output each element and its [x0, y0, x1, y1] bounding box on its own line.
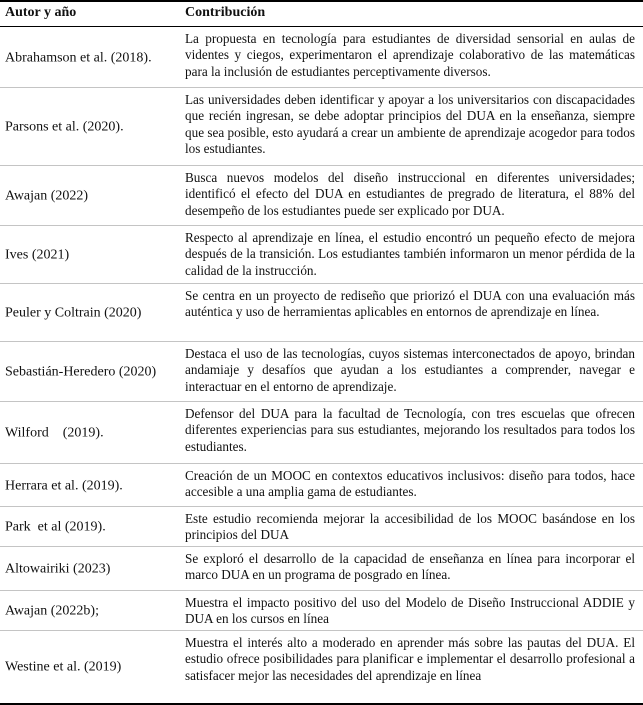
header-author: Autor y año	[5, 5, 77, 20]
author-cell: Abrahamson et al. (2018).	[5, 50, 152, 65]
author-cell: Herrara et al. (2019).	[5, 478, 123, 493]
contribution-cell: Creación de un MOOC en contextos educativos inclusivos: diseño para todos, hace accesible a una amplia gama de estudiantes.	[185, 468, 635, 500]
author-cell: Westine et al. (2019)	[5, 659, 122, 675]
author-cell: Ives (2021)	[5, 247, 70, 263]
author-cell: Awajan (2022)	[5, 188, 89, 204]
table-row	[0, 402, 643, 464]
contribution-cell: Se centra en un proyecto de rediseño que priorizó el DUA con una evaluación más auténtica y uso de herramientas aplicables en entornos de aprendizaje en línea.	[185, 288, 635, 320]
contribution-cell: Muestra el impacto positivo del uso del Modelo de Diseño Instruccional ADDIE y DUA en los cursos en línea	[185, 595, 635, 627]
contribution-cell: Se exploró el desarrollo de la capacidad de enseñanza en línea para incorporar el marco DUA en un programa de posgrado en línea.	[185, 551, 635, 583]
table-row	[0, 631, 643, 703]
table-row	[0, 27, 643, 88]
contribution-cell: Muestra el interés alto a moderado en aprender más sobre las pautas del DUA. El estudio ofrece posibilidades para planificar e implementar el desarrollo profesional a satisfacer mejor las necesidades del aprendizaje en línea	[185, 635, 635, 683]
contribution-cell: Busca nuevos modelos del diseño instruccional en diferentes universidades; identificó el efecto del DUA en estudiantes de pregrado de literatura, el 88% del desempeño de los estudiantes puede ser explicado por DUA.	[185, 170, 635, 218]
table-row	[0, 88, 643, 166]
table-row	[0, 507, 643, 547]
author-cell: Wilford (2019).	[5, 425, 104, 441]
contribution-cell: Las universidades deben identificar y apoyar a los universitarios con discapacidades que recién ingresan, se debe adoptar principios del DUA en la enseñanza, siempre que sea posible, esto ayudará a crear un ambiente de aprendizaje acogedor para todos los estudiantes.	[185, 92, 635, 157]
author-cell: Awajan (2022b);	[5, 603, 99, 619]
table-row	[0, 591, 643, 631]
author-cell: Sebastián-Heredero (2020)	[5, 364, 157, 380]
contribution-cell: La propuesta en tecnología para estudiantes de diversidad sensorial en aulas de videntes y ciegos, experimentaron el aprendizaje colaborativo de las matemáticas para la inclusión de estudiantes perceptivamente diversos.	[185, 31, 635, 79]
table-row	[0, 464, 643, 507]
contribution-cell: Defensor del DUA para la facultad de Tecnología, con tres escuelas que ofrecen diferentes experiencias para sus estudiantes, mejorando los resultados para todos los estudiantes.	[185, 406, 635, 454]
table-row	[0, 166, 643, 226]
author-cell: Parsons et al. (2020).	[5, 119, 124, 135]
table-row	[0, 547, 643, 591]
contribution-cell: Este estudio recomienda mejorar la accesibilidad de los MOOC basándose en los principios del DUA	[185, 511, 635, 543]
table-row	[0, 284, 643, 342]
author-cell: Peuler y Coltrain (2020)	[5, 305, 142, 321]
contribution-cell: Respecto al aprendizaje en línea, el estudio encontró un pequeño efecto de mejora después de la transición. Los estudiantes también informaron un menor pérdida de la calidad de la instrucción.	[185, 230, 635, 278]
author-cell: Park et al (2019).	[5, 519, 106, 535]
contribution-cell: Destaca el uso de las tecnologías, cuyos sistemas interconectados de apoyo, brindan andamiaje y desafíos que ayudan a los estudiantes a comprender, navegar e interactuar en el entorno de aprendizaje.	[185, 346, 635, 394]
bottom-rule	[0, 703, 643, 705]
top-rule	[0, 0, 643, 2]
table-row	[0, 342, 643, 402]
header-contribution: Contribución	[185, 5, 266, 20]
author-cell: Altowairiki (2023)	[5, 561, 111, 577]
table-row	[0, 226, 643, 284]
